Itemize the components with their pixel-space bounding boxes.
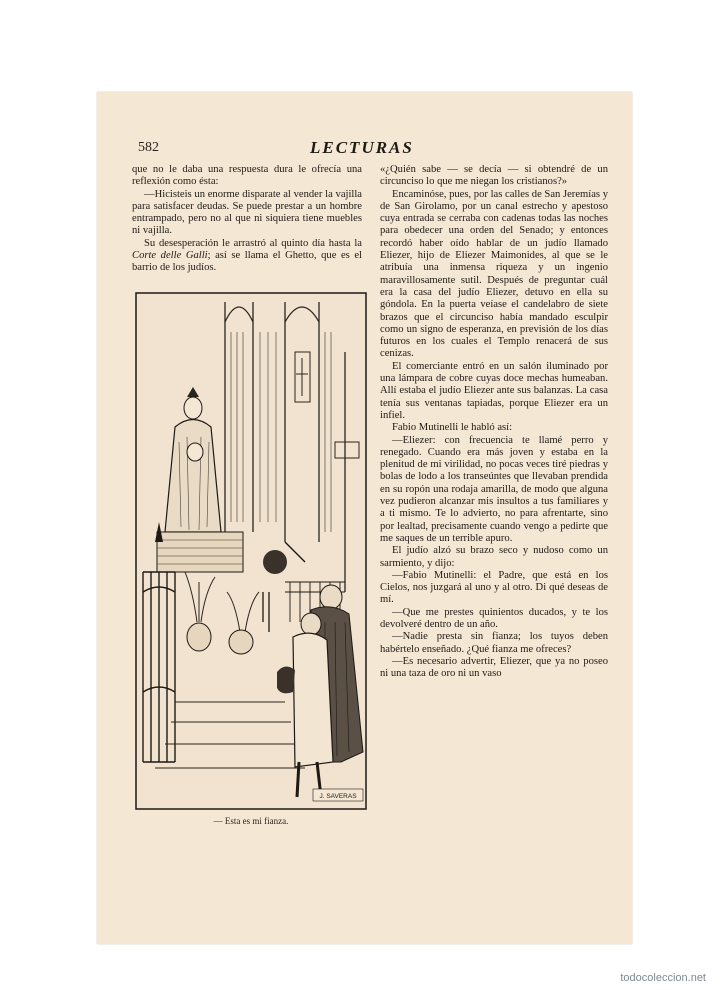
- place-name: Corte delle Galli: [132, 250, 208, 262]
- left-paragraph-1: que no le daba una respuesta dura le ofrecía una reflexión como ésta:: [132, 164, 362, 188]
- artist-signature: J. SAVERAS: [319, 793, 357, 800]
- engraving-illustration: [135, 292, 367, 810]
- right-paragraph-9: —Nadie presta sin fianza; los tuyos deben habértelo enseñado. ¿Qué fianza me ofreces?: [380, 631, 608, 655]
- illustration-drawing: [135, 292, 367, 810]
- left-paragraph-3-text-a: Su desesperación le arrastró al quinto día hasta la: [144, 237, 362, 249]
- left-column: [132, 164, 362, 275]
- site-watermark: todocoleccion.net: [620, 972, 706, 984]
- right-paragraph-10: —Es necesario advertir, Eliezer, que ya no poseo ni una taza de oro ni un vaso: [380, 655, 608, 680]
- left-paragraph-3-text-b: ; así se llama el Ghetto, que es el barrio de los judíos.: [132, 250, 362, 274]
- page-number: 582: [138, 140, 159, 155]
- right-paragraph-8: —Que me prestes quinientos ducados, y te los devolveré dentro de un año.: [380, 606, 608, 630]
- right-paragraph-2: Encaminóse, pues, por las calles de San Jeremías y de San Girolamo, por un canal estrecho y apestoso cuya entrada se cerraba con cadenas todas las noches para obedecer una orden del Senado; y entonces recordó haber oído hablar de un judío llamado Eliezer, hijo de Eliezer Maimonides, al que se le atribuía una inmensa riqueza y un ingenio maravillosamente sutil. Después de preguntar cuál era la casa del judío Eliezer, detuvo en ella su góndola. En la puerta veíase el candelabro de siete brazos que el circunciso había mandado esculpir como un signo de esperanza, en previsión de los días futuros en los cuales el Templo renacerá de sus cenizas.: [380, 188, 608, 360]
- right-paragraph-7: —Fabio Mutinelli: el Padre, que está en los Cielos, nos juzgará al uno y al otro. Di qué deseas de mí.: [380, 569, 608, 606]
- right-paragraph-1: «¿Quién sabe — se decía — si obtendré de un circunciso lo que me niegan los cristianos?»: [380, 164, 608, 188]
- left-paragraph-2: —Hicisteis un enorme disparate al vender la vajilla para satisfacer deudas. Se puede prestar a un hombre entrampado, pero no al que ni siquiera tiene muebles ni vajilla.: [132, 188, 362, 237]
- right-paragraph-3: El comerciante entró en un salón iluminado por una lámpara de cobre cuyas doce mechas humeaban. Allí estaba el judío Eliezer ante sus balanzas. La casa tenía sus ventanas tapiadas, porque Eliezer era un infiel.: [380, 360, 608, 421]
- book-page: [97, 92, 632, 944]
- running-title: LECTURAS: [310, 138, 414, 157]
- right-paragraph-6: El judío alzó su brazo seco y nudoso como un sarmiento, y dijo:: [380, 545, 608, 569]
- right-column: [380, 164, 608, 680]
- right-paragraph-4: Fabio Mutinelli le habló así:: [392, 422, 513, 434]
- illustration-caption: — Esta es mi fianza.: [213, 816, 289, 826]
- right-paragraph-5: —Eliezer: con frecuencia te llamé perro y renegado. Cuando era más joven y estaba en la plenitud de mi virilidad, no pocas veces tiré piedras y bolas de lodo a los transeúntes que llevaban prendida en su ropón una rodaja amarilla, de modo que alguna vez pudieron alcanzar mis insultos a tus familiares y a ti mismo. Te lo advierto, no para afrentarte, sino por lealtad, precisamente cuando vengo a pedirte que me saques de un terrible apuro.: [380, 434, 608, 544]
- left-paragraph-3: [132, 238, 362, 275]
